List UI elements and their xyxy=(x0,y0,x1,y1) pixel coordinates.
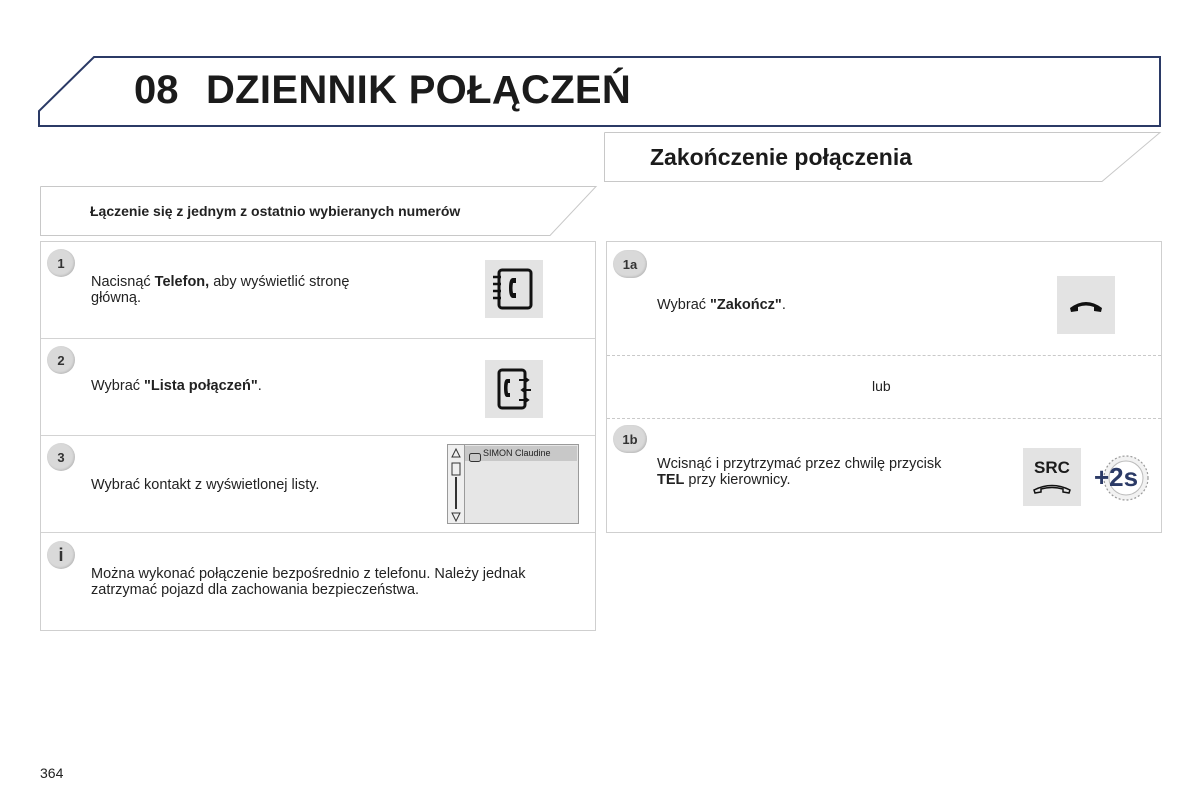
text-segment: zatrzymać pojazd dla zachowania bezpieczeństwa. xyxy=(91,582,420,598)
divider xyxy=(41,338,595,339)
section-banner-redial xyxy=(40,186,598,236)
divider xyxy=(41,435,595,436)
info-text xyxy=(91,566,591,598)
step-badge: 1 xyxy=(47,249,75,277)
text-segment: przy kierownicy. xyxy=(684,472,791,488)
chapter-number: 08 xyxy=(134,68,179,112)
text-segment: Wcisnąć i przytrzymać przez chwilę przycisk xyxy=(657,456,942,472)
text-segment: Można wykonać połączenie bezpośrednio z telefonu. Należy jednak xyxy=(91,566,526,582)
step-2-text xyxy=(91,378,451,394)
phone-book-icon xyxy=(485,260,543,318)
divider xyxy=(607,418,1161,419)
text-bold: "Zakończ" xyxy=(710,297,782,313)
section-banner-end-call xyxy=(604,132,1162,182)
contact-card-icon xyxy=(469,449,481,467)
hang-up-icon xyxy=(1057,276,1115,334)
list-item-label: SIMON Claudine xyxy=(483,448,551,458)
call-list-icon xyxy=(485,360,543,418)
hold-label: +2s xyxy=(1094,462,1139,492)
hold-2s-icon xyxy=(1092,454,1150,502)
text-segment: Wybrać xyxy=(91,378,145,394)
step-1-text xyxy=(91,274,451,306)
step-badge: 3 xyxy=(47,443,75,471)
text-segment: Nacisnąć xyxy=(91,274,155,290)
step-1a-text xyxy=(657,297,1017,313)
step-1b-text xyxy=(657,456,1017,488)
text-segment: Wybrać xyxy=(657,297,711,313)
src-tel-button-icon xyxy=(1023,448,1081,506)
text-bold: "Lista połączeń" xyxy=(144,378,258,394)
chapter-title: DZIENNIK POŁĄCZEŃ xyxy=(206,68,632,112)
text-bold: TEL xyxy=(657,472,685,488)
contact-list-screen xyxy=(447,444,579,524)
step-3-text: Wybrać kontakt z wyświetlonej listy. xyxy=(91,477,320,493)
step-badge: 1b xyxy=(613,425,647,453)
text-segment: główną. xyxy=(91,290,141,306)
step-badge: 1a xyxy=(613,250,647,278)
info-icon: i xyxy=(47,541,75,569)
chapter-header xyxy=(38,56,1163,128)
step-badge: 2 xyxy=(47,346,75,374)
text-segment: aby wyświetlić stronę xyxy=(209,274,350,290)
or-separator: lub xyxy=(872,378,891,394)
divider xyxy=(41,532,595,533)
src-label: SRC xyxy=(1034,458,1070,477)
section-banner-text: Zakończenie połączenia xyxy=(650,144,913,170)
text-segment: . xyxy=(781,297,786,313)
page-number: 364 xyxy=(40,765,64,781)
list-scrollbar[interactable] xyxy=(448,445,465,523)
text-segment: . xyxy=(257,378,262,394)
divider xyxy=(607,355,1161,356)
text-bold: Telefon, xyxy=(154,274,210,290)
section-banner-text: Łączenie się z jednym z ostatnio wybieranych numerów xyxy=(90,203,461,219)
